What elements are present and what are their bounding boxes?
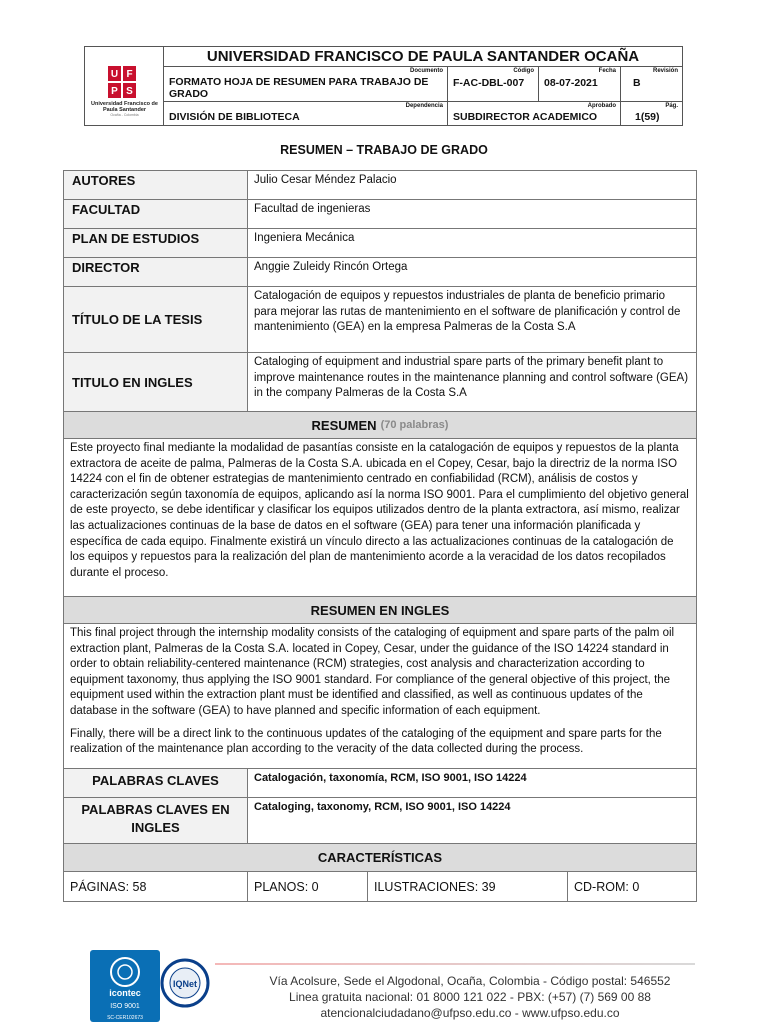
table-row-autores <box>64 171 696 200</box>
footer-contact[interactable]: atencionalciudadano@ufpso.edu.co - www.ufpso.edu.co <box>320 1006 620 1020</box>
svg-text:S: S <box>126 86 133 97</box>
ilustraciones-cell: ILUSTRACIONES: 39 <box>368 872 568 901</box>
facultad-label: FACULTAD <box>64 200 248 228</box>
aprobado-cell <box>448 102 621 125</box>
codigo-label: Código <box>513 68 534 74</box>
resumen-body-row <box>64 439 696 597</box>
resumen-heading: RESUMEN <box>311 417 377 433</box>
palabras-claves-label: PALABRAS CLAVES <box>64 769 248 797</box>
resumen-ingles-section-header <box>64 597 696 624</box>
pagina-cell <box>621 102 682 125</box>
logo-cell <box>85 47 164 125</box>
titulo-ingles-label: TITULO EN INGLES <box>64 353 248 411</box>
header-row-document <box>164 67 682 102</box>
resumen-text: Este proyecto final mediante la modalidad de pasantías consiste en la catalogación de equipos y repuestos de la planta extractora de aceite de palma, Palmeras de la Costa S.A. ubicada en el Copey, Cesar, bajo la directriz de la norma ISO 14224 con el fin de obtener estrategias de mantenimiento centrado en confiabilidad (RCM), análisis de costos y caracterización según taxonomía de equipos, aplicando así la norma ISO 9001. Para el cumplimiento del objetivo general de este proyecto, se debe identificar y clasificar los equipos utilizados dentro de la planta extractora, así mismo, realizar las actualizaciones continuas de la base de datos en el software (GEA) para tener una información planificada y específica de cada equipo. Finalmente existirá un vínculo directo a las actualizaciones continuas de la catalogación de los equipos y repuestos para la realización del plan de mantenimiento acorde a la veracidad de los datos recopilados durante el proceso. <box>70 442 689 579</box>
dependencia-cell <box>164 102 448 125</box>
resumen-ingles-text <box>64 624 696 768</box>
autores-label: AUTORES <box>64 171 248 199</box>
table-row-palabras-claves-ingles <box>64 798 696 844</box>
fecha-value: 08-07-2021 <box>544 77 598 89</box>
caracteristicas-section-header <box>64 844 696 872</box>
svg-text:F: F <box>126 69 133 80</box>
pagina-label: Pág. <box>665 103 678 109</box>
table-row-director <box>64 258 696 287</box>
table-row-titulo <box>64 287 696 353</box>
director-value: Anggie Zuleidy Rincón Ortega <box>254 261 408 273</box>
autores-value: Julio Cesar Méndez Palacio <box>254 174 397 186</box>
aprobado-value: SUBDIRECTOR ACADEMICO <box>453 111 598 123</box>
summary-table <box>63 170 697 902</box>
footer-phone: Linea gratuita nacional: 01 8000 121 022 - PBX: (+57) (7) 569 00 88 <box>289 990 651 1004</box>
resumen-ingles-body-row <box>64 624 696 769</box>
resumen-ingles-paragraph: This final project through the internship modality consists of the cataloging of equipment and spare parts of the palm oil extraction plant, Palmeras de la Costa S.A. located in Copey, Cesar, under the guidance of the ISO 14224 standard in order to obtain reliability-centered maintenance (RCM) strategies, cost analysis and characterization according to equipment taxonomy, thus applying the ISO 9001 standard. For compliance of the general objective of this project, the equipment used within the extraction plant must be identified and classified, as well as continuous updates of the database in the software (GEA) to have planned and specific information of each equipment. <box>70 627 675 717</box>
cdrom-cell: CD-ROM: 0 <box>574 879 640 894</box>
resumen-section-header <box>64 412 696 439</box>
icontec-certification-icon <box>90 950 160 1022</box>
footer-address: Vía Acolsure, Sede el Algodonal, Ocaña, Colombia - Código postal: 546552 <box>269 974 671 988</box>
revision-cell <box>621 67 682 101</box>
documento-label: Documento <box>410 68 443 74</box>
svg-text:U: U <box>110 69 119 80</box>
palabras-claves-value: Catalogación, taxonomía, RCM, ISO 9001, ISO 14224 <box>254 772 527 784</box>
revision-label: Revisión <box>652 68 678 74</box>
iqnet-certification-icon <box>160 958 210 1008</box>
director-label: DIRECTOR <box>64 258 248 286</box>
planos-cell: PLANOS: 0 <box>248 872 368 901</box>
fecha-label: Fecha <box>598 68 616 74</box>
cert2-name: IQNet <box>172 979 198 989</box>
palabras-claves-ingles-value: Cataloging, taxonomy, RCM, ISO 9001, ISO 14224 <box>254 801 511 813</box>
table-row-plan <box>64 229 696 258</box>
caracteristicas-heading: CARACTERÍSTICAS <box>317 850 443 865</box>
dependencia-label: Dependencia <box>405 103 443 109</box>
footer-divider <box>215 963 695 965</box>
university-name: UNIVERSIDAD FRANCISCO DE PAULA SANTANDER OCAÑA <box>164 47 682 67</box>
table-row-titulo-ingles <box>64 353 696 412</box>
logo-subtitle: Ocaña - Colombia <box>110 113 139 117</box>
codigo-value: F-AC-DBL-007 <box>453 77 525 89</box>
table-row-facultad <box>64 200 696 229</box>
cert1-code: SC-CER102673 <box>107 1015 143 1021</box>
palabras-claves-ingles-label: PALABRAS CLAVES EN INGLES <box>64 798 248 843</box>
titulo-value: Catalogación de equipos y repuestos industriales de planta de beneficio primario para mejorar las rutas de mantenimiento en el software de planificación y control de mantenimiento (GEA) en la empresa Palmeras de la Costa S.A <box>254 290 681 333</box>
svg-text:P: P <box>111 86 118 97</box>
pagina-value: 1(59) <box>635 111 660 123</box>
page-title: RESUMEN – TRABAJO DE GRADO <box>280 143 488 157</box>
revision-value: B <box>633 77 641 89</box>
logo-name: Universidad Francisco de Paula Santander <box>91 101 158 113</box>
dependencia-value: DIVISIÓN DE BIBLIOTECA <box>169 111 300 123</box>
cert1-name: icontec <box>109 988 141 998</box>
paginas-cell: PÁGINAS: 58 <box>64 872 248 901</box>
facultad-value: Facultad de ingenieras <box>254 203 371 215</box>
resumen-ingles-heading: RESUMEN EN INGLES <box>310 602 450 618</box>
table-row-palabras-claves <box>64 769 696 798</box>
plan-label: PLAN DE ESTUDIOS <box>64 229 248 257</box>
plan-value: Ingeniera Mecánica <box>254 232 355 244</box>
resumen-ingles-paragraph: Finally, there will be a direct link to the continuous updates of the cataloging of the equipment and spare parts for the realization of the maintenance plan according to the veracity of the data collected during the process. <box>70 727 662 756</box>
caracteristicas-row <box>64 872 696 901</box>
titulo-label: TÍTULO DE LA TESIS <box>64 287 248 352</box>
resumen-word-count: (70 palabras) <box>380 419 449 431</box>
cert1-standard: ISO 9001 <box>110 1003 140 1010</box>
document-header <box>84 46 683 126</box>
codigo-cell <box>448 67 539 101</box>
aprobado-label: Aprobado <box>587 103 616 109</box>
documento-cell <box>164 67 448 101</box>
university-logo-icon <box>107 65 137 99</box>
titulo-ingles-value: Cataloging of equipment and industrial spare parts of the primary benefit plant to improve maintenance routes in the maintenance planning and control software (GEA) in the company Palmeras de la Costa S.A <box>254 356 689 399</box>
header-row-dependency <box>164 102 682 125</box>
fecha-cell <box>539 67 621 101</box>
documento-value: FORMATO HOJA DE RESUMEN PARA TRABAJO DE GRADO <box>169 76 429 100</box>
